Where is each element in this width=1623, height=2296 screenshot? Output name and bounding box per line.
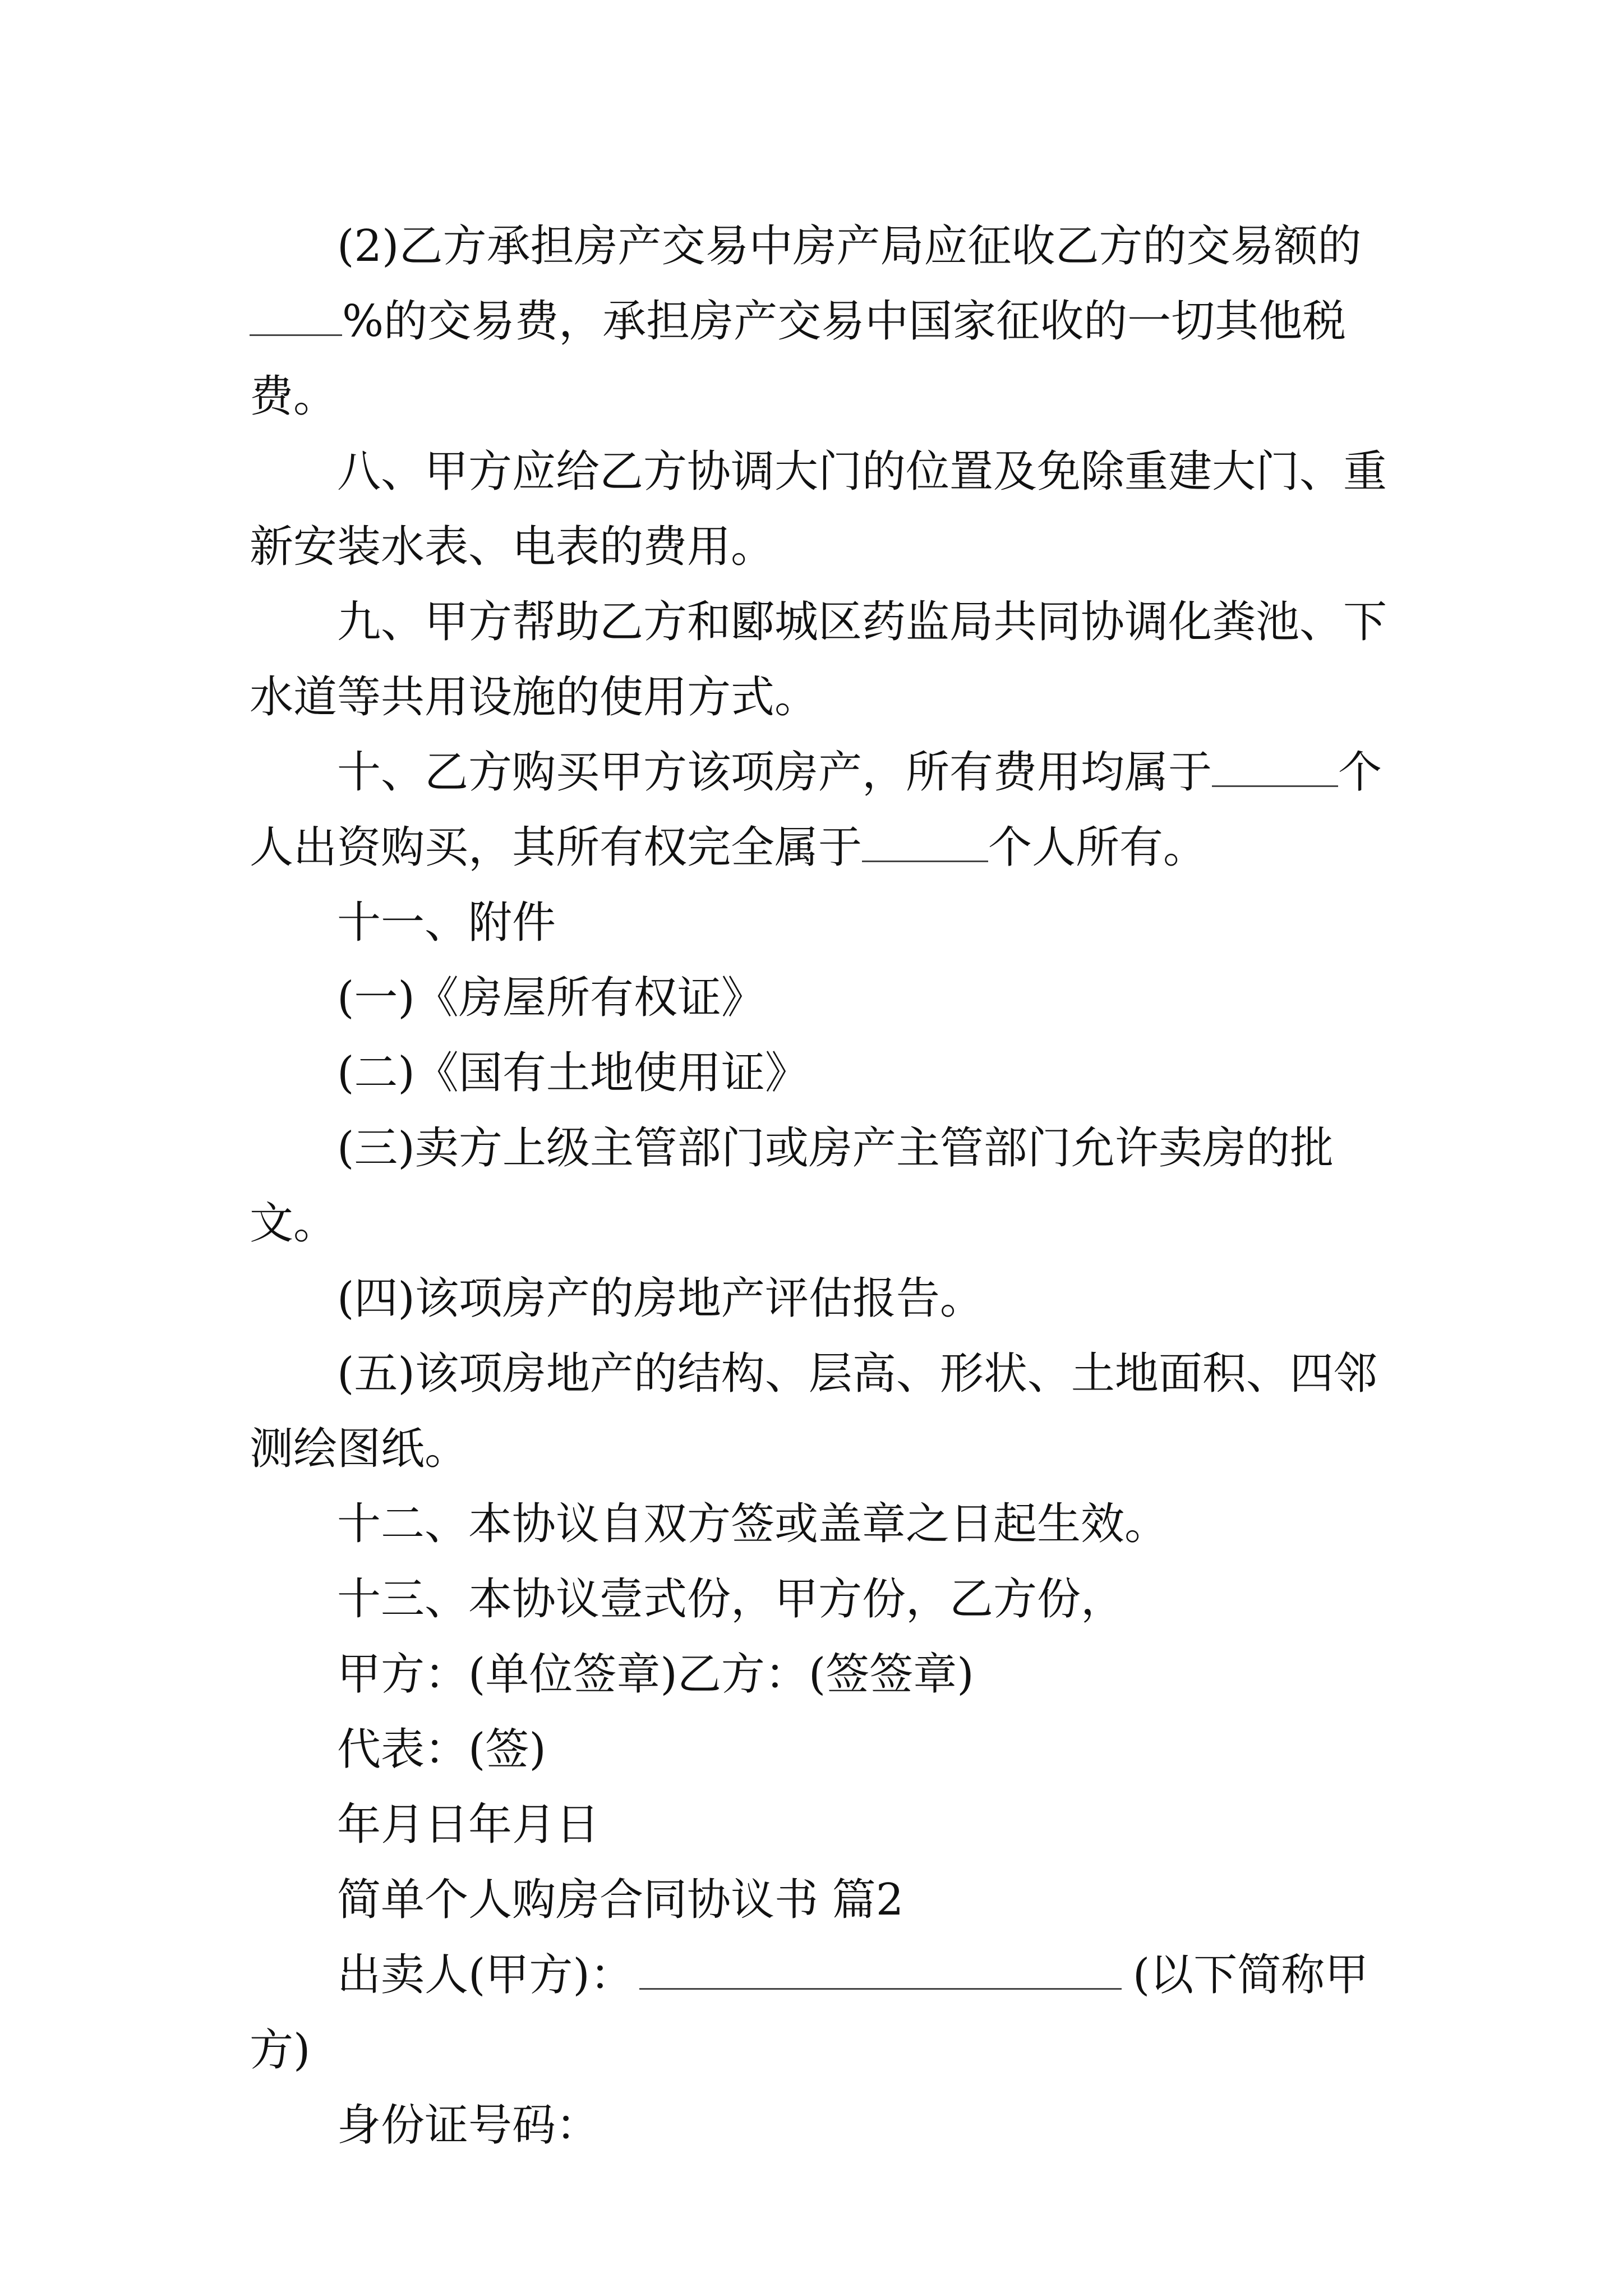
blank-line bbox=[639, 1951, 1122, 1990]
representative-line: 代表：(签) bbox=[337, 1724, 546, 1775]
seller-suffix: (以下简称甲方) bbox=[250, 1950, 1369, 2076]
clause-10 bbox=[250, 735, 1394, 885]
clause-9: 九、甲方帮助乙方和郾城区药监局共同协调化粪池、下水道等共用设施的使用方式。 bbox=[250, 597, 1387, 723]
clause-13: 十三、本协议壹式份，甲方份，乙方份， bbox=[337, 1574, 1125, 1625]
blank-line bbox=[250, 297, 342, 336]
attachment-3: (三)卖方上级主管部门或房产主管部门允许卖房的批文。 bbox=[250, 1123, 1334, 1249]
section-title: 简单个人购房合同协议书 篇2 bbox=[337, 1875, 904, 1925]
document-body bbox=[250, 209, 1394, 2163]
date-line: 年月日年月日 bbox=[337, 1800, 600, 1850]
clause-7-2 bbox=[250, 209, 1394, 434]
clause-10-text-c: 个人所有。 bbox=[988, 822, 1207, 873]
seller-line bbox=[250, 1938, 1394, 2088]
clause-7-2-text-b: %的交易费，承担房产交易中国家征收的一切其他税费。 bbox=[250, 296, 1347, 422]
attachment-5: (五)该项房地产的结构、层高、形状、土地面积、四邻测绘图纸。 bbox=[250, 1349, 1377, 1474]
seller-label: 出卖人(甲方)： bbox=[337, 1950, 634, 2000]
signature-line: 甲方：(单位签章)乙方：(签签章) bbox=[337, 1649, 974, 1700]
clause-10-text-a: 十、乙方购买甲方该项房产，所有费用均属于 bbox=[337, 747, 1212, 798]
clause-12: 十二、本协议自双方签或盖章之日起生效。 bbox=[337, 1499, 1169, 1549]
attachment-1: (一)《房屋所有权证》 bbox=[337, 973, 765, 1023]
attachment-4: (四)该项房产的房地产评估报告。 bbox=[337, 1273, 984, 1324]
clause-7-2-text-a: (2)乙方承担房产交易中房产局应征收乙方的交易额的 bbox=[337, 221, 1362, 272]
blank-line bbox=[1212, 748, 1338, 787]
blank-line bbox=[862, 823, 988, 862]
attachment-2: (二)《国有土地使用证》 bbox=[337, 1048, 809, 1098]
clause-11-heading: 十一、附件 bbox=[337, 898, 556, 948]
clause-10-text-b: 个人出资购买，其所有权完全属于 bbox=[250, 747, 1382, 873]
clause-8: 八、甲方应给乙方协调大门的位置及免除重建大门、重新安装水表、电表的费用。 bbox=[250, 447, 1387, 572]
id-number-line: 身份证号码： bbox=[337, 2100, 600, 2151]
